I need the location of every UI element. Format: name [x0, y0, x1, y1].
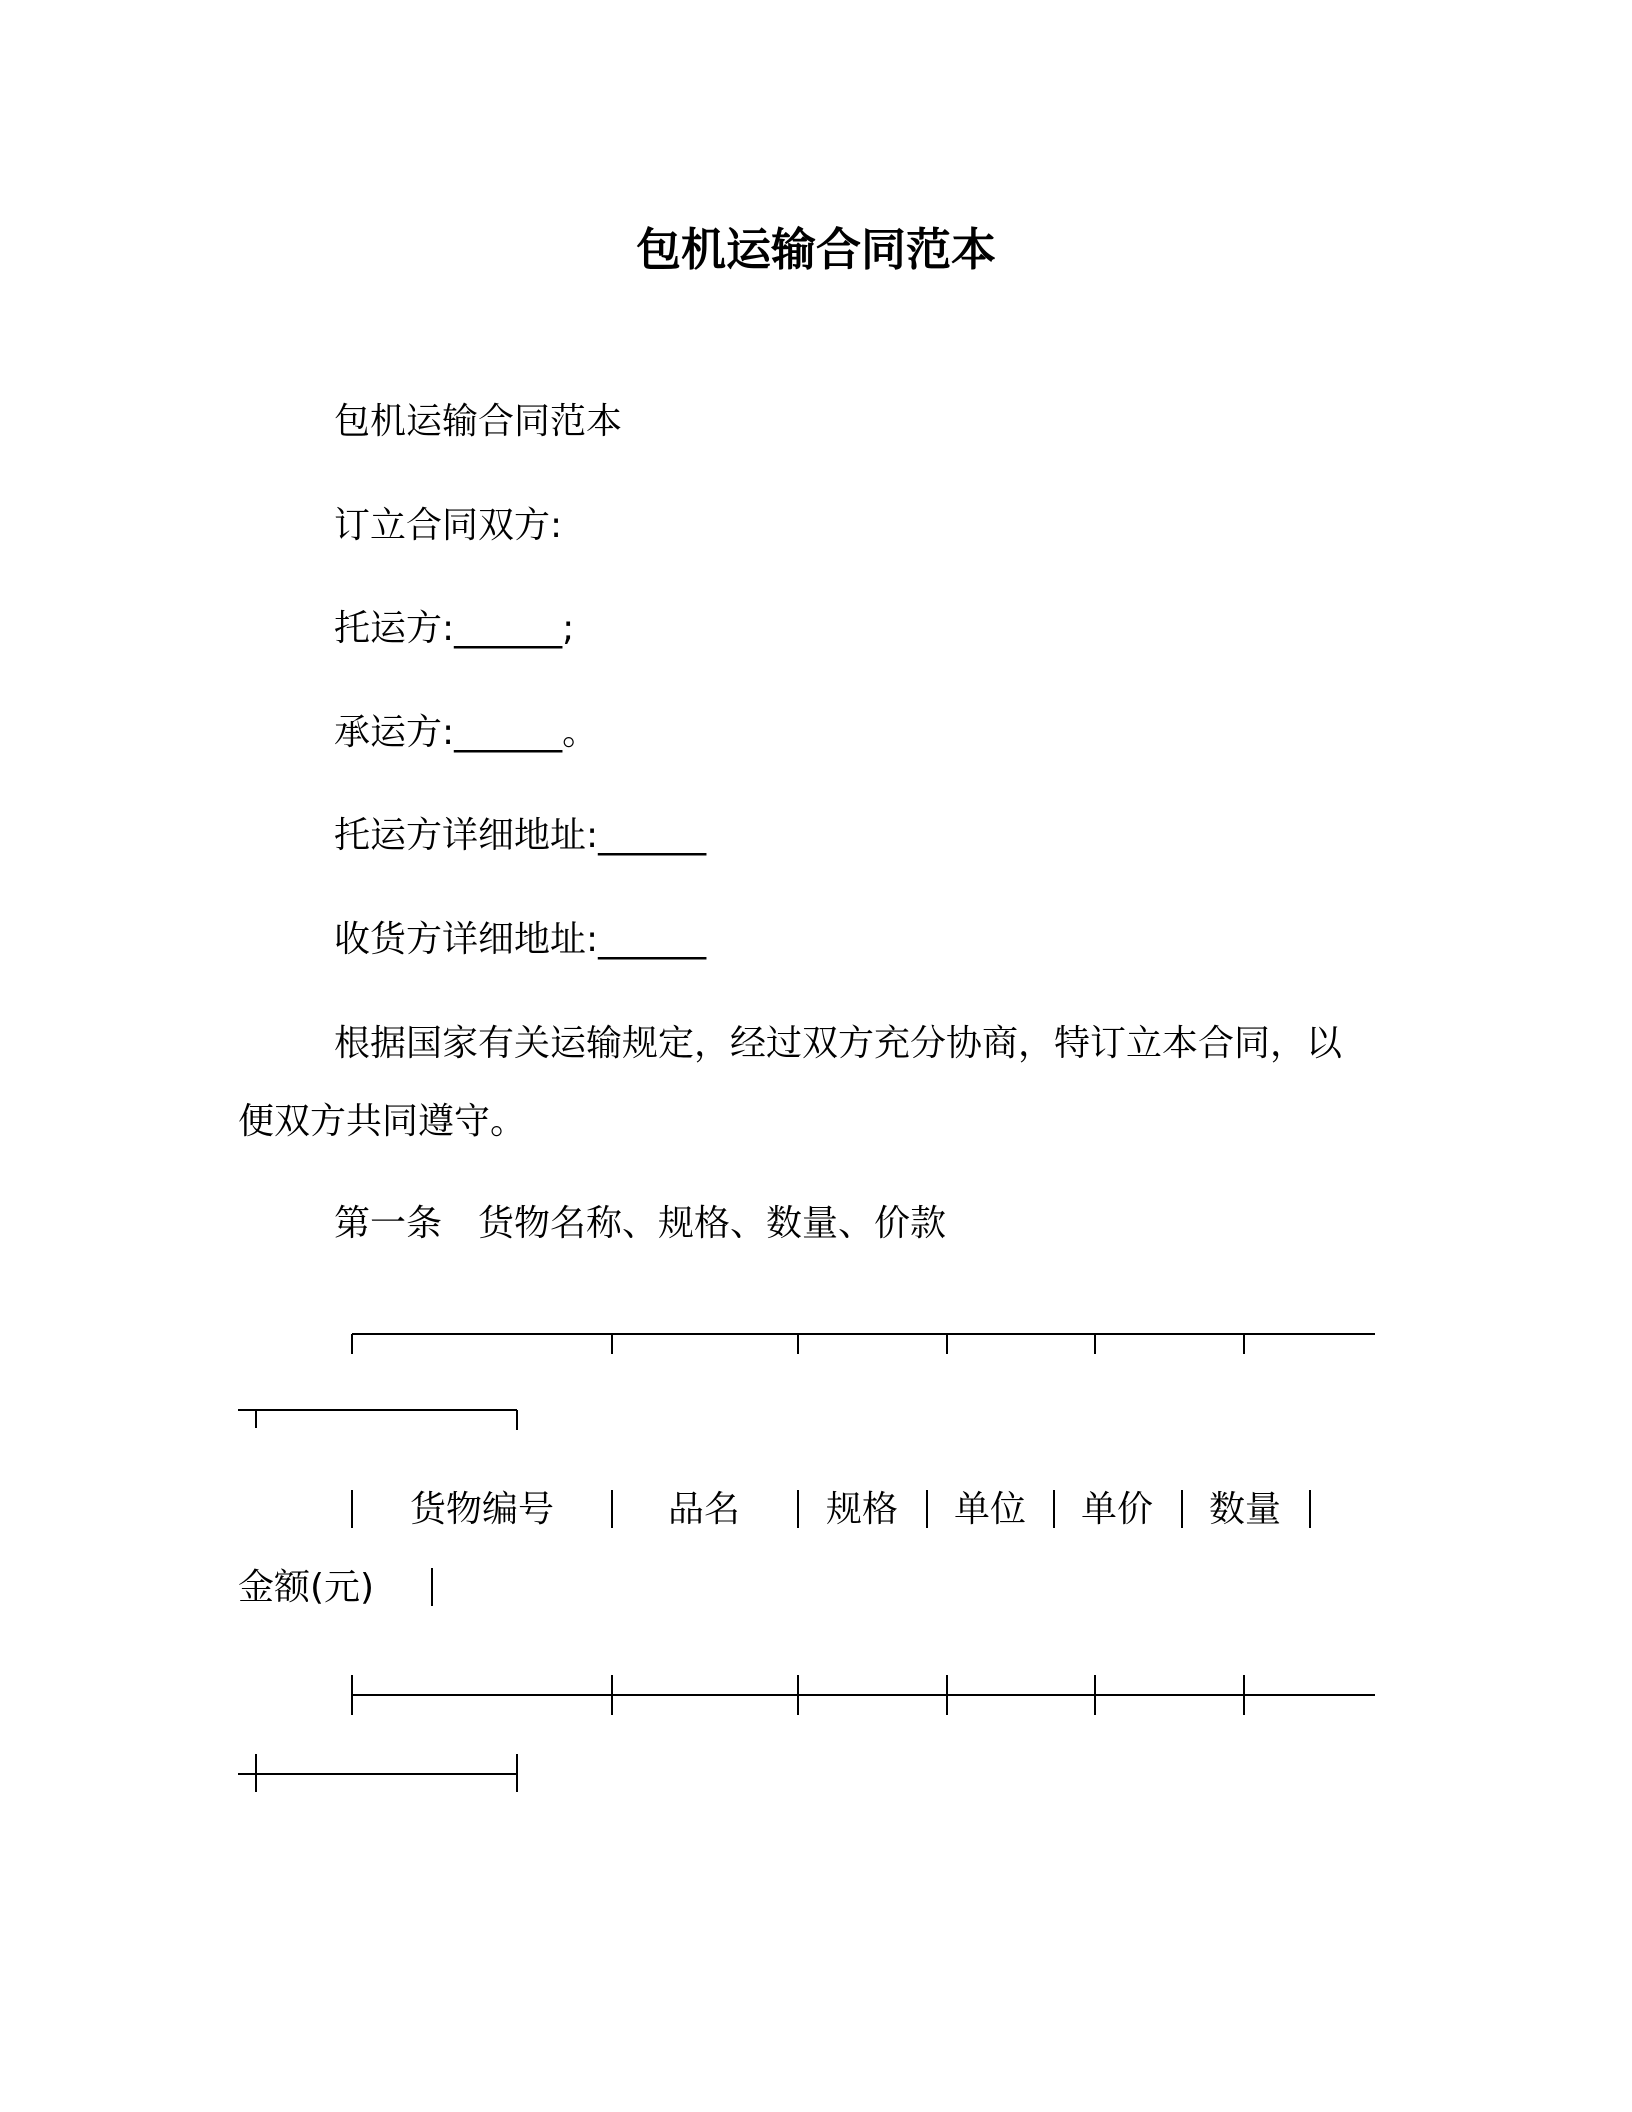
consignee-address-line: 收货方详细地址:______	[334, 919, 707, 960]
table-header-quantity: 数量	[1209, 1489, 1282, 1530]
document-subtitle: 包机运输合同范本	[334, 401, 623, 442]
article-1-heading: 第一条 货物名称、规格、数量、价款	[334, 1203, 947, 1244]
preamble-line-2: 便双方共同遵守。	[238, 1101, 527, 1142]
parties-heading: 订立合同双方:	[334, 505, 563, 546]
shipper-line: 托运方:______;	[334, 608, 575, 649]
table-header-unit: 单位	[954, 1489, 1027, 1530]
table-header-cargo-no: 货物编号	[410, 1489, 555, 1530]
shipper-address-line: 托运方详细地址:______	[334, 815, 707, 856]
table-header-unit-price: 单价	[1081, 1489, 1154, 1530]
table-header-spec: 规格	[826, 1489, 899, 1530]
page-title: 包机运输合同范本	[635, 223, 996, 276]
table-header-product-name: 品名	[668, 1489, 741, 1530]
carrier-line: 承运方:______。	[334, 712, 599, 753]
table-header-amount: 金额(元)	[238, 1567, 375, 1608]
preamble-line-1: 根据国家有关运输规定，经过双方充分协商，特订立本合同，以	[334, 1023, 1343, 1064]
